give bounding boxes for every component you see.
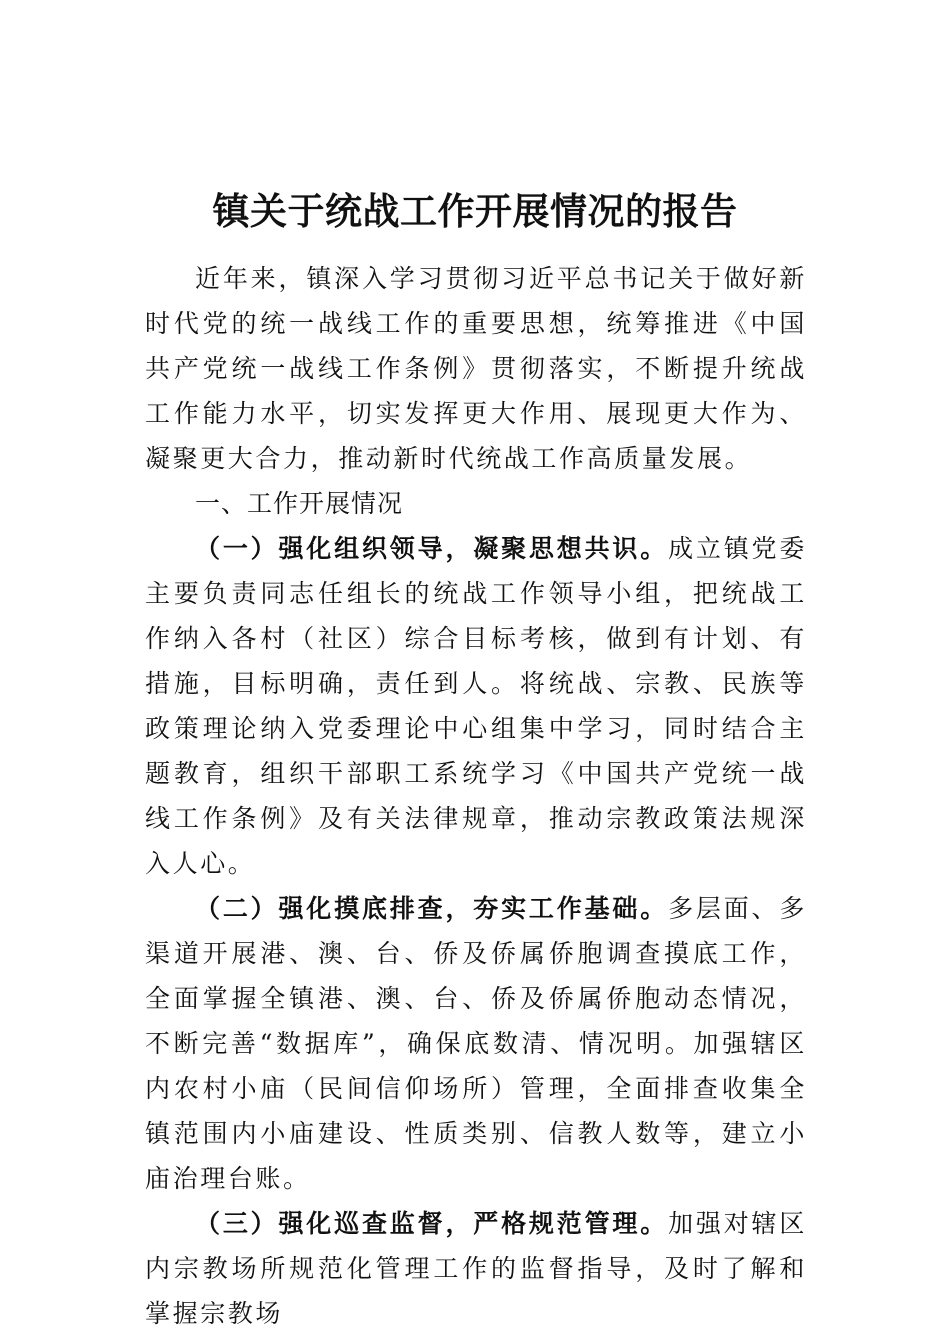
- item-text-2: 多层面、多渠道开展港、澳、台、侨及侨属侨胞调查摸底工作，全面掌握全镇港、澳、台、侨及侨属侨胞动态情况，不断完善“数据库”，确保底数清、情况明。加强辖区内农村小庙（民间信仰场所）管理，全面排查收集全镇范围内小庙建设、性质类别、信教人数等，建立小庙治理台账。: [145, 894, 807, 1193]
- document-body: [145, 256, 807, 1336]
- section-heading: 一、工作开展情况: [195, 489, 404, 518]
- intro-paragraph: 近年来，镇深入学习贯彻习近平总书记关于做好新时代党的统一战线工作的重要思想，统筹推进《中国共产党统一战线工作条例》贯彻落实，不断提升统战工作能力水平，切实发挥更大作用、展现更大作为、凝聚更大合力，推动新时代统战工作高质量发展。: [145, 264, 807, 473]
- item-lead-3: （三）强化巡查监督，严格规范管理。: [195, 1209, 669, 1238]
- item-paragraph-3: [145, 1201, 807, 1336]
- item-lead-2: （二）强化摸底排查，夯实工作基础。: [195, 894, 669, 923]
- item-text-1: 成立镇党委主要负责同志任组长的统战工作领导小组，把统战工作纳入各村（社区）综合目标考核，做到有计划、有措施，目标明确，责任到人。将统战、宗教、民族等政策理论纳入党委理论中心组集中学习，同时结合主题教育，组织干部职工系统学习《中国共产党统一战线工作条例》及有关法律规章，推动宗教政策法规深入人心。: [145, 534, 807, 878]
- item-text-3: 加强对辖区内宗教场所规范化管理工作的监督指导，及时了解和掌握宗教场: [145, 1209, 807, 1328]
- item-lead-1: （一）强化组织领导，凝聚思想共识。: [195, 534, 669, 563]
- item-paragraph-1: [145, 526, 807, 886]
- document-title: 镇关于统战工作开展情况的报告: [212, 188, 738, 233]
- item-paragraph-2: [145, 886, 807, 1201]
